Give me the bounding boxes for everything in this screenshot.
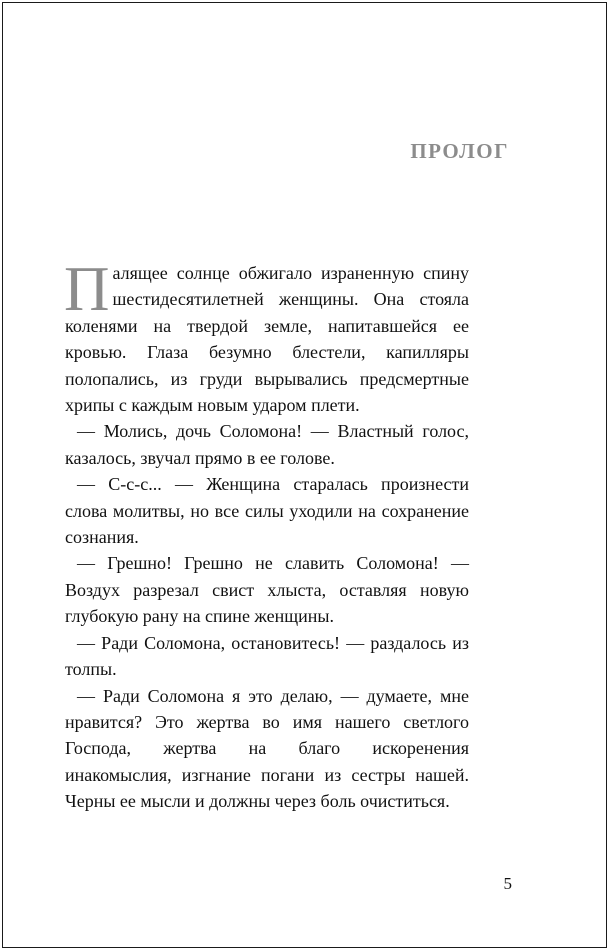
book-page xyxy=(2,2,607,948)
page-number: 5 xyxy=(503,874,512,893)
paragraph-dialogue: — С-с-с... — Женщина старалась произнести слова молитвы, но все силы уходили на сохранение сознания. xyxy=(65,474,469,548)
chapter-title: ПРОЛОГ xyxy=(410,139,509,163)
paragraph-dialogue: — Молись, дочь Соломона! — Властный голос, казалось, звучал прямо в ее голове. xyxy=(65,421,469,468)
paragraph-dialogue: — Грешно! Грешно не славить Соломона! — Воздух разрезал свист хлыста, оставляя новую глубокую рану на спине женщины. xyxy=(65,553,469,627)
body-text xyxy=(64,254,469,815)
paragraph-text: алящее солнце обжигало израненную спину шестидесятилетней женщины. Она стояла коленями на твердой земле, напитавшейся ее кровью. Глаза безумно блестели, капилляры полопались, из груди вырывались предсмертные хрипы с каждым новым ударом плети. xyxy=(65,263,469,416)
paragraph-dialogue: — Ради Соломона, остановитесь! — раздалось из толпы. xyxy=(65,632,469,680)
paragraph-opening xyxy=(64,254,469,418)
paragraph-dialogue: — Ради Соломона я это делаю, — думаете, мне нравится? Это жертва во имя нашего светлого Господа, жертва на благо искоренения инакомыслия, изгнание погани из сестры нашей. Черны ее мысли и должны через боль очиститься. xyxy=(65,685,469,812)
drop-cap: П xyxy=(64,254,110,324)
